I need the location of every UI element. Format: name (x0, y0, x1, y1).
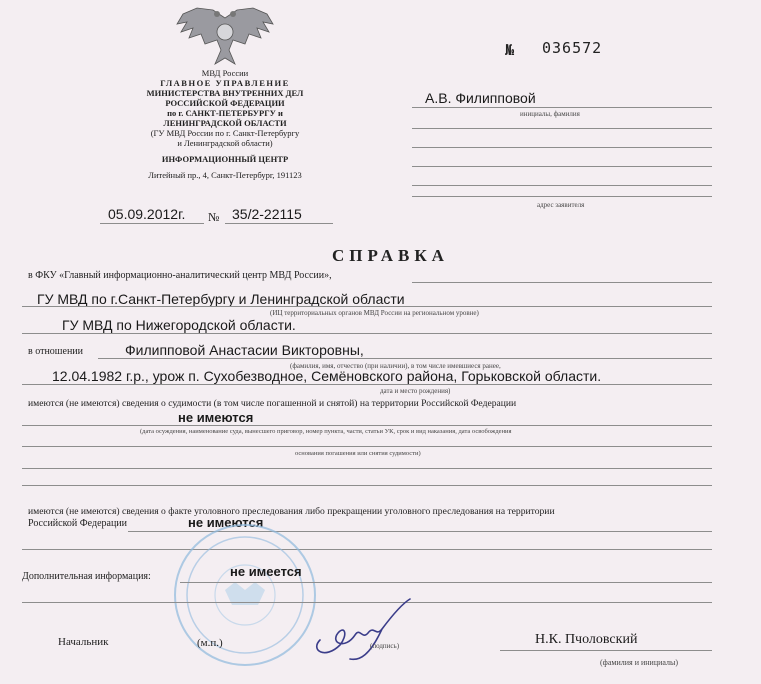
issuer-line: по г. САНКТ-ПЕТЕРБУРГУ и (167, 108, 283, 118)
recipient-address-caption: адрес заявителя (537, 201, 585, 209)
conviction-value: не имеются (178, 410, 254, 425)
issuer-line: МИНИСТЕРСТВА ВНУТРЕННИХ ДЕЛ (146, 88, 304, 98)
issuer-header (105, 68, 345, 180)
ic-value: ГУ МВД по г.Санкт-Петербургу и Ленинградской области (37, 291, 405, 307)
ic-caption: (ИЦ территориальных органов МВД России на региональном уровне) (270, 309, 479, 317)
issuer-line: (ГУ МВД России по г. Санкт-Петербургу (150, 128, 300, 138)
birth-caption: дата и место рождения) (380, 387, 451, 395)
recipient-name: А.В. Филипповой (425, 90, 536, 106)
subject-label: в отношении (28, 346, 84, 357)
prosecution-value: не имеются (188, 515, 264, 530)
signer-name: Н.К. Пчоловский (535, 632, 638, 647)
conviction-caption-2: основания погашения или снятия судимости) (295, 450, 421, 457)
official-stamp-icon (170, 520, 320, 670)
issuer-center: ИНФОРМАЦИОННЫЙ ЦЕНТР (161, 154, 289, 164)
extra-label: Дополнительная информация: (22, 571, 151, 582)
issuer-line: и Ленинградской области) (177, 138, 273, 148)
issuer-address: Литейный пр., 4, Санкт-Петербург, 191123 (148, 170, 302, 180)
serial-sign: № (505, 41, 516, 59)
signer-role: Начальник (58, 636, 109, 648)
extra-value: не имеется (230, 564, 302, 579)
issuer-line: ГЛАВНОЕ УПРАВЛЕНИЕ (160, 78, 290, 88)
prosecution-label: имеются (не имеются) сведения о факте уголовного преследования либо прекращении уголовного преследования на территории (28, 506, 555, 517)
prosecution-label-2: Российской Федерации (28, 518, 128, 529)
stamp-caption: (м.п.) (197, 637, 223, 649)
sign-caption: (подпись) (370, 642, 400, 650)
doc-date: 05.09.2012г. (108, 206, 186, 222)
doc-title: СПРАВКА (332, 246, 449, 265)
issuer-line: МВД России (201, 68, 249, 78)
doc-number-sign: № (208, 210, 220, 224)
recipient-name-caption: инициалы, фамилия (520, 110, 580, 118)
signer-name-caption: (фамилия и инициалы) (600, 658, 679, 667)
conviction-caption: (дата осуждения, наименование суда, вынесшего приговор, номер пункта, части, статьи УК, срок и вид наказания, дата освобождения (140, 428, 512, 435)
handwritten-signature-icon (300, 595, 420, 665)
conviction-label: имеются (не имеются) сведения о судимости (в том числе погашенной и снятой) на территории Российской Федерации (28, 398, 517, 409)
doc-number: 35/2-22115 (232, 206, 302, 222)
issuer-line: РОССИЙСКОЙ ФЕДЕРАЦИИ (165, 98, 285, 108)
issuer-line: ЛЕНИНГРАДСКОЙ ОБЛАСТИ (163, 118, 287, 128)
birth-value: 12.04.1982 г.р., урож п. Сухобезводное, Семёновского района, Горьковской области. (52, 368, 602, 384)
to-label: в ФКУ «Главный информационно-аналитический центр МВД России», (28, 270, 332, 281)
serial-number: 036572 (542, 39, 603, 57)
ic-value-2: ГУ МВД по Нижегородской области. (62, 317, 296, 333)
eagle-emblem-icon (175, 6, 275, 68)
subject-name: Филипповой Анастасии Викторовны, (125, 342, 364, 358)
subject-caption: (фамилия, имя, отчество (при наличии), в том числе имевшиеся ранее, (290, 362, 501, 370)
